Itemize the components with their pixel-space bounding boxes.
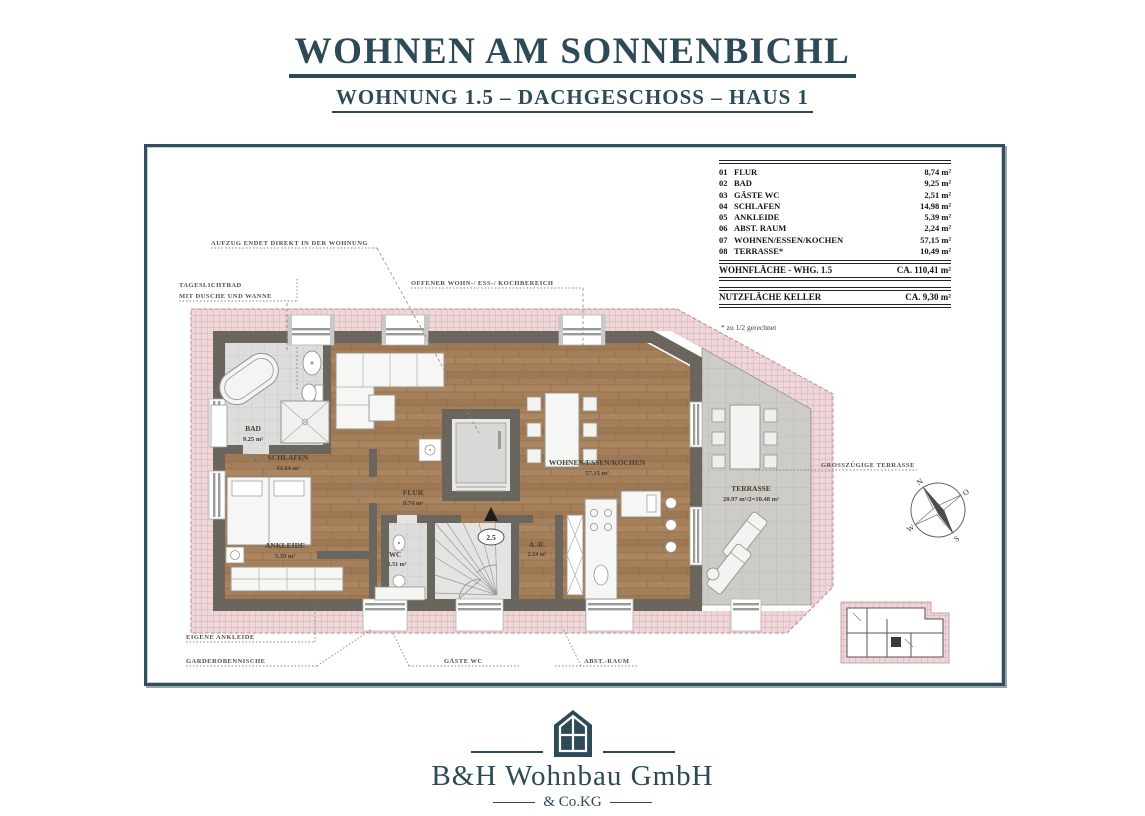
annotation-aufzug: AUFZUG ENDET DIREKT IN DER WOHNUNG	[211, 240, 368, 247]
annotation-garderobennische: GARDEROBENNISCHE	[186, 658, 266, 665]
nightstand	[226, 547, 244, 563]
logo-line-right	[603, 751, 675, 753]
compass-s: S	[952, 533, 962, 544]
company-suffix: & Co.KG	[543, 794, 602, 810]
floorplan-panel	[144, 144, 1005, 686]
compass-w: W	[904, 522, 917, 535]
bath-door-opening	[243, 445, 269, 454]
shower	[281, 401, 329, 443]
bath-sink	[303, 351, 321, 375]
house-icon	[552, 708, 594, 758]
compass-icon	[886, 458, 989, 562]
room-area-ar: 2.24 m²	[527, 552, 547, 558]
header	[0, 30, 1145, 113]
bath-shelf	[211, 405, 227, 447]
dining-table	[527, 393, 597, 467]
room-area-flur: 8.74 m²	[402, 500, 424, 507]
table-row: 08 TERRASSE* 10,49 m²	[719, 246, 951, 257]
annotation-eigene-ankleide: EIGENE ANKLEIDE	[186, 634, 255, 641]
room-label-flur: FLUR	[402, 488, 424, 497]
room-label-ankleide: ANKLEIDE	[264, 541, 306, 550]
table-row: 01 FLUR 8,74 m²	[719, 167, 951, 177]
room-label-wohnen: WOHNEN/ESSEN/KOCHEN	[548, 458, 646, 467]
stool	[666, 542, 677, 553]
annotation-abst-raum: ABST.-RAUM	[584, 658, 630, 665]
table-footnote: * zu 1/2 gerechnet	[721, 323, 777, 332]
page-subtitle: WOHNUNG 1.5 – DACHGESCHOSS – HAUS 1	[332, 85, 813, 113]
room-area-terrasse: 20.97 m²/2=10.48 m²	[723, 496, 779, 503]
wardrobe	[231, 567, 343, 591]
room-area-bad: 9.25 m²	[242, 436, 264, 443]
kitchen-sink	[594, 565, 608, 585]
room-area-schlafen: 14.64 m²	[276, 465, 300, 472]
table-row: 02 BAD 9,25 m²	[719, 178, 951, 189]
bed	[227, 477, 311, 545]
wc-door-opening	[397, 515, 417, 523]
table-row: 04 SCHLAFEN 14,98 m²	[719, 200, 951, 211]
annotation-grosszuegige: GROSSZÜGIGE TERRASSE	[821, 462, 915, 469]
stool	[666, 498, 677, 509]
total-living-area: WOHNFLÄCHE - WHG. 1.5 CA. 110,41 m²	[719, 265, 951, 276]
table-row: 03 GÄSTE WC 2,51 m²	[719, 189, 951, 200]
logo-line-left	[471, 751, 543, 753]
annotation-offener: OFFENER WOHN-/ ESS-/ KOCHBEREICH	[411, 280, 554, 287]
room-label-schlafen: SCHLAFEN	[267, 453, 309, 462]
company-name: B&H Wohnbau GmbH	[431, 760, 714, 792]
company-logo	[0, 708, 1145, 811]
total-cellar-area: NUTZFLÄCHE KELLER CA. 9,30 m²	[719, 292, 951, 303]
room-area-wohnen: 57.15 m²	[585, 470, 609, 477]
pantry-cabinet	[567, 515, 583, 595]
table-row: 06 ABST. RAUM 2,24 m²	[719, 223, 951, 234]
garderobe-niche	[375, 587, 425, 600]
room-label-wc: WC	[388, 551, 402, 559]
svg-text:2.5: 2.5	[486, 533, 496, 542]
annotation-gaeste-wc: GÄSTE WC	[444, 658, 483, 665]
cokg-line-left	[493, 802, 535, 804]
toilet	[302, 384, 323, 402]
room-label-terrasse: TERRASSE	[731, 484, 771, 493]
table-row: 05 ANKLEIDE 5,39 m²	[719, 212, 951, 223]
stool	[666, 520, 677, 531]
room-label-ar: A.-R.	[529, 541, 545, 549]
page-title: WOHNEN AM SONNENBICHL	[289, 30, 857, 78]
compass-o: O	[961, 487, 971, 498]
room-area-ankleide: 5.39 m²	[274, 553, 296, 560]
mini-keyplan	[841, 602, 949, 663]
table-row: 07 WOHNEN/ESSEN/KOCHEN 57,15 m²	[719, 234, 951, 245]
annotation-tageslichtbad-1: TAGESLICHTBAD	[179, 282, 242, 289]
bedroom-door-opening	[369, 477, 377, 503]
annotation-tageslichtbad-2: MIT DUSCHE UND WANNE	[179, 293, 273, 300]
room-label-bad: BAD	[245, 424, 261, 433]
cokg-line-right	[610, 802, 652, 804]
room-area-wc: 2.51 m²	[387, 562, 407, 568]
compass-n: N	[914, 476, 925, 488]
room-area-table	[719, 160, 951, 308]
